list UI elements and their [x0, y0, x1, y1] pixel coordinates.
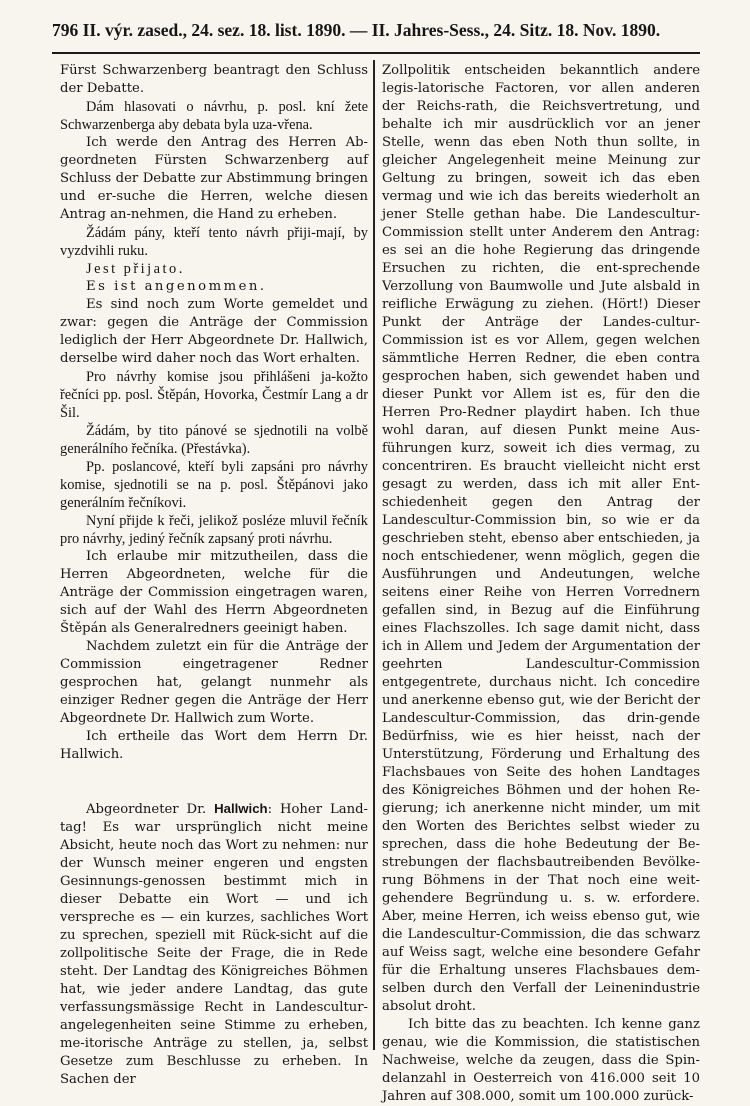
paragraph: Pro návrhy komise jsou přihlášeni ja-kožto řečníci pp. posl. Štěpán, Hovorka, Čestmír Lang a dr Šil. [60, 369, 368, 421]
speech-text: : Hoher Land-tag! Es war ursprünglich nicht meine Absicht, heute noch das Wort zu nehmen: nur der Wunsch meiner engeren und engsten Gesinnungs-genossen bestimmt mich in dieser Debatte ein Wort — und ich verspreche es — ein kurzes, sachliches Wort zu sprechen, speziell mit Rück-sicht auf die zollpolitische Seite der Frage, die in Rede steht. Der Landtag des Königreiches Böhmen hat, wie jeder andere Landtag, das gute verfassungsmässige Recht in Landescultur-angelegenheiten seine Stimme zu erheben, me-itorische Anträge zu stellen, ja, selbst Gesetze zum Beschlusse zu erheben. In Sachen der [60, 802, 368, 1087]
page-header: 796 II. výr. zased., 24. sez. 18. list. 1890. — II. Jahres-Sess., 24. Sitz. 18. Nov. 1890. [52, 20, 661, 40]
speaker-prefix: Abgeordneter Dr. [86, 802, 215, 817]
paragraph: Nyní přijde k řeči, jelikož posléze mluvil řečník pro návrhy, jediný řečník zapsaný proti návrhu. [60, 513, 368, 547]
left-column [60, 62, 368, 1089]
paragraph: Pp. poslancové, kteří byli zapsáni pro návrhy komise, sjednotili se na p. posl. Štěpánovi jako generálním řečníkovi. [60, 459, 368, 511]
paragraph: Es ist angenommen. [86, 279, 267, 294]
paragraph: Ich erlaube mir mitzutheilen, dass die Herren Abgeordneten, welche für die Anträge der Commission eingetragen waren, sich auf der Wahl des Herrn Abgeordneten Štěpán als Generalredners geeinigt haben. [60, 549, 368, 636]
paragraph: Jest přijato. [86, 261, 185, 277]
paragraph: Ich werde den Antrag des Herren Ab-geordneten Fürsten Schwarzenberg auf Schluss der Debatte zur Abstimmung bringen und er-suche die Herren, welche diesen Antrag an-nehmen, die Hand zu erheben. [60, 135, 368, 222]
header-rule [52, 52, 700, 54]
speech-paragraph [60, 800, 368, 1089]
paragraph: Ich bitte das zu beachten. Ich kenne ganz genau, wie die Kommission, die statistischen Nachweise, welche da zeugen, dass die Spin-delanzahl in Oesterreich von 416.000 seit 10 Jahren auf 308.000, somit um 100.000 zurück- [382, 1017, 700, 1104]
speaker-name: Hallwich [214, 801, 268, 816]
paragraph: Zollpolitik entscheiden bekanntlich andere legis-latorische Factoren, vor allen anderen der Reichs-rath, die Reichsvertretung, und behalte ich mir ausdrücklich vor an jener Stelle, wenn das eben Noth thun sollte, in gleicher Angelegenheit meine Meinung zur Geltung zu bringen, soweit ich das eben vermag und wie ich das bereits wiederholt an jener Stelle gethan habe. Die Landescultur-Commission stellt unter Anderem den Antrag: es sei an die hohe Regierung das dringende Ersuchen zu richten, die ent-sprechende Verzollung von Baumwolle und Jute alsbald in reifliche Erwägung zu ziehen. (Hört!) Dieser Punkt der Anträge der Landes-cultur-Commission ist es vor Allem, gegen welchen sämmtliche Herren Redner, die eben contra gesprochen haben, sich gewendet haben und dieser Punkt vor Allem ist es, für den die Herren Pro-Redner playdirt haben. Ich thue wohl daran, auf diesen Punkt meine Aus-führungen kurz, soweit ich dies vermag, zu concentriren. Es braucht vielleicht nicht erst gesagt zu werden, dass ich mit aller Ent-schiedenheit gegen den Antrag der Landescultur-Commission bin, so wie er da geschrieben steht, ebenso aber entschieden, ja noch entschiedener, wenn möglich, gegen die Ausführungen und Andeutungen, welche seitens einer Reihe von Herren Vorrednern gefallen sind, in Bezug auf die Einführung eines Flachszolles. Ich sage damit nicht, dass ich in Allem und Jedem der Argumentation der geehrten Landescultur-Commission entgegentrete, durchaus nicht. Ich concedire und anerkenne ebenso gut, wie der Bericht der Landescultur-Commission, das drin-gende Bedürfniss, wie es hier heisst, nach der Unterstützung, Förderung und Erhaltung des Flachsbaues von Seite des hohen Landtages des Königreiches Böhmen und der hohen Re-gierung; ich anerkenne nicht minder, um mit den Worten des Berichtes selbst wieder zu sprechen, dass die hohe Bedeutung der Be-strebungen der flachsbautreibenden Bevölke-rung Böhmens in der That noch eine weit-gehendere Begründung u. s. w. erfordere. Aber, meine Herren, ich weiss ebenso gut, wie die Landescultur-Commission, die das schwarz auf Weiss sagt, welche eine besondere Gefahr für die Erhaltung unseres Flachsbaues dem-selben durch den Verfall der Leinenindustrie absolut droht. [382, 63, 700, 1014]
paragraph: Ich ertheile das Wort dem Herrn Dr. Hallwich. [60, 729, 368, 762]
column-divider [373, 60, 375, 1050]
paragraph: Es sind noch zum Worte gemeldet und zwar: gegen die Anträge der Commission lediglich der Herr Abgeordnete Dr. Hallwich, derselbe wird daher noch das Wort erhalten. [60, 297, 368, 366]
paragraph: Fürst Schwarzenberg beantragt den Schluss der Debatte. [60, 63, 368, 96]
section-gap [60, 764, 368, 800]
paragraph: Žádám pány, kteří tento návrh přiji-mají, by vyzdvihli ruku. [60, 225, 368, 259]
paragraph: Žádám, by tito pánové se sjednotili na volbě generálního řečníka. (Přestávka). [60, 423, 368, 457]
right-column [382, 62, 700, 1106]
paragraph: Dám hlasovati o návrhu, p. posl. kní žete Schwarzenberga aby debata byla uza-vřena. [60, 99, 368, 133]
paragraph: Nachdem zuletzt ein für die Anträge der Commission eingetragener Redner gesprochen hat, gelangt nunmehr als einziger Redner gegen die Anträge der Herr Abgeordnete Dr. Hallwich zum Worte. [60, 639, 368, 726]
